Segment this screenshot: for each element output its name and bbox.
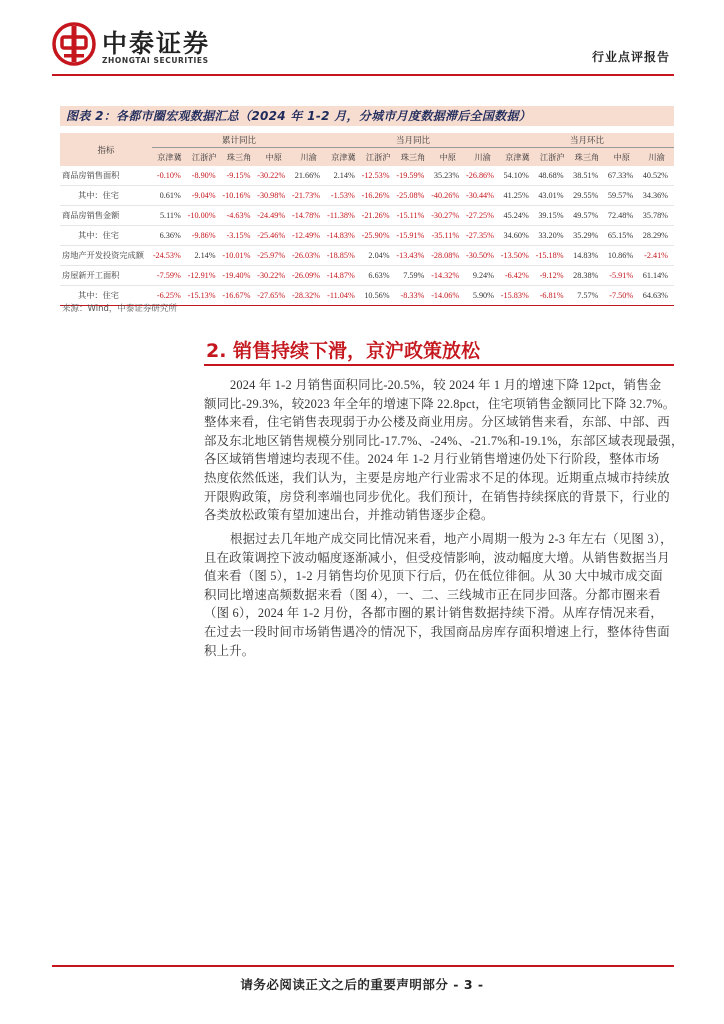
document-type-label: 行业点评报告 (591, 50, 670, 64)
region-header: 江浙沪 (187, 148, 222, 167)
table-cell: -9.12% (539, 271, 564, 280)
table-cell: -10.16% (222, 191, 251, 200)
table-cell: -6.81% (539, 291, 564, 300)
table-cell: -27.35% (466, 231, 494, 240)
table-body (60, 166, 674, 306)
row-label: 其中：住宅 (78, 231, 119, 240)
region-header: 中原 (604, 148, 639, 167)
table-cell: -30.50% (466, 251, 494, 260)
group-header: 当月同比 (326, 133, 500, 148)
table-row (60, 266, 674, 286)
region-header: 中原 (256, 148, 291, 167)
table-cell: -18.85% (326, 251, 355, 260)
footer-divider (52, 965, 674, 967)
table-cell: -30.22% (257, 171, 286, 180)
table-cell: -9.86% (191, 231, 216, 240)
page-header (0, 0, 724, 80)
table-cell: -8.33% (400, 291, 425, 300)
table-cell: -7.50% (609, 291, 634, 300)
table-cell: 34.60% (503, 231, 529, 240)
region-header: 京津冀 (152, 148, 187, 167)
table-cell: 39.15% (538, 211, 564, 220)
table-cell: 33.20% (538, 231, 564, 240)
row-label: 房屋新开工面积 (62, 271, 120, 280)
table-cell: -11.38% (327, 211, 355, 220)
table-cell: -25.08% (396, 191, 425, 200)
table-cell: -12.91% (187, 271, 216, 280)
paragraph-line: 积上升。 (204, 643, 255, 658)
table-row (60, 206, 674, 226)
table-cell: -26.03% (292, 251, 320, 260)
table-cell: 61.14% (642, 271, 668, 280)
table-cell: 34.36% (642, 191, 668, 200)
table-cell: 65.15% (607, 231, 634, 240)
table-cell: 59.57% (607, 191, 634, 200)
table-cell: 28.38% (573, 271, 599, 280)
paragraph-line: 额同比-29.3%，较2023 年全年的增速下降 22.8pct，住宅项销售金额同比下降 32.7%。 (204, 396, 676, 411)
paragraph-line: 在过去一段时间市场销售遇冷的情况下，我国商品房库存面积增速上行，整体待售面 (204, 624, 670, 639)
table-cell: 41.25% (503, 191, 529, 200)
table-cell: 9.24% (472, 271, 494, 280)
zhongtai-logo-icon (52, 22, 96, 66)
table-cell: 7.57% (577, 291, 599, 300)
table-cell: -9.15% (226, 171, 251, 180)
table-cell: 35.23% (433, 171, 460, 180)
table-cell: -14.83% (326, 231, 355, 240)
section-divider (204, 364, 674, 366)
table-cell: -12.53% (361, 171, 390, 180)
region-header: 川渝 (465, 148, 500, 167)
region-header: 京津冀 (326, 148, 361, 167)
logo-cn-text: 中泰证券 (102, 29, 211, 58)
table-cell: -2.41% (644, 251, 668, 260)
table-row (60, 166, 674, 186)
table-cell: 2.04% (368, 251, 390, 260)
region-header: 江浙沪 (361, 148, 396, 167)
table-cell: -27.65% (257, 291, 286, 300)
table-cell: -25.90% (361, 231, 390, 240)
table-cell: -14.32% (431, 271, 460, 280)
paragraph-line: 且在政策调控下波动幅度逐渐减小，但受疫情影响，波动幅度大增。从销售数据当月 (204, 550, 670, 565)
section-heading: 2. 销售持续下滑，京沪政策放松 (206, 340, 481, 362)
table-cell: -15.83% (500, 291, 529, 300)
indicator-header: 指标 (60, 133, 152, 166)
region-header: 京津冀 (500, 148, 535, 167)
table-cell: -12.49% (292, 231, 320, 240)
table-cell: 2.14% (333, 171, 355, 180)
table-cell: 35.78% (642, 211, 668, 220)
page-footer: 请务必阅读正文之后的重要声明部分 - 3 - (240, 977, 484, 992)
table-cell: -21.26% (361, 211, 390, 220)
table-cell: -25.97% (257, 251, 286, 260)
table-cell: 5.11% (159, 211, 181, 220)
row-label: 其中：住宅 (78, 291, 119, 300)
table-cell: -27.25% (466, 211, 494, 220)
paragraph-line: （图 6），2024 年 1-2 月份，各都市圈的累计销售数据持续下滑。从库存情况来看， (204, 606, 663, 621)
region-header: 珠三角 (222, 148, 257, 167)
table-cell: -19.59% (396, 171, 425, 180)
group-header: 当月环比 (500, 133, 674, 148)
row-label: 商品房销售金额 (62, 211, 120, 220)
table-cell: -10.01% (222, 251, 251, 260)
table-cell: -35.11% (431, 231, 460, 240)
table-cell: -3.15% (226, 231, 251, 240)
table-cell: 6.36% (159, 231, 181, 240)
row-label: 其中：住宅 (78, 191, 119, 200)
region-header: 珠三角 (396, 148, 431, 167)
table-cell: 48.68% (538, 171, 564, 180)
table-group-header-row (60, 133, 674, 148)
table-cell: 38.51% (573, 171, 599, 180)
table-row (60, 246, 674, 266)
table-cell: -26.09% (292, 271, 320, 280)
table-cell: -30.22% (257, 271, 286, 280)
table-cell: -15.11% (396, 211, 425, 220)
table-cell: -30.44% (466, 191, 494, 200)
table-cell: -28.32% (292, 291, 320, 300)
table-cell: -24.49% (257, 211, 286, 220)
table-cell: -5.91% (609, 271, 634, 280)
table-source-note: 来源：Wind，中泰证券研究所 (62, 304, 177, 314)
table-cell: 2.14% (194, 251, 216, 260)
table-cell: -1.53% (330, 191, 355, 200)
table-cell: -11.04% (327, 291, 355, 300)
table-cell: -15.18% (535, 251, 564, 260)
paragraph-line: 2024 年 1-2 月销售面积同比-20.5%，较 2024 年 1 月的增速下降 12pct，销售金 (230, 378, 662, 392)
table-row (60, 186, 674, 206)
logo-en-text: ZHONGTAI SECURITIES (102, 56, 209, 65)
table-cell: -26.86% (466, 171, 494, 180)
table-row (60, 226, 674, 246)
table-cell: 14.83% (573, 251, 599, 260)
table-cell: -16.67% (222, 291, 251, 300)
row-label: 房地产开发投资完成额 (62, 251, 144, 260)
region-header: 珠三角 (570, 148, 605, 167)
table-cell: 64.63% (642, 291, 668, 300)
table-cell: 28.29% (642, 231, 668, 240)
paragraph-cycle-analysis (204, 530, 674, 660)
paragraph-line: 积同比增速高频数据来看（图 4），一、二、三线城市正在同步回落。分都市圈来看 (204, 587, 661, 602)
table-cell: 35.29% (573, 231, 599, 240)
table-cell: 10.56% (364, 291, 390, 300)
table-cell: 29.55% (573, 191, 599, 200)
table-cell: 21.66% (294, 171, 320, 180)
table-cell: -9.04% (191, 191, 216, 200)
table-cell: -21.73% (292, 191, 320, 200)
row-label: 商品房销售面积 (62, 171, 120, 180)
table-cell: -7.59% (156, 271, 181, 280)
paragraph-line: 根据过去几年地产成交同比情况来看，地产小周期一般为 2-3 年左右（见图 3）， (230, 532, 673, 546)
paragraph-line: 各区域销售增速均表现不佳。2024 年 1-2 月行业销售增速仍处下行阶段，整体市场 (204, 452, 660, 467)
table-cell: -13.50% (500, 251, 529, 260)
table-cell: -0.10% (156, 171, 181, 180)
table-cell: 7.59% (403, 271, 425, 280)
paragraph-line: 热度依然低迷，我们认为，主要是房地产行业需求不足的体现。近期重点城市持续放 (204, 470, 670, 485)
table-cell: -14.06% (431, 291, 460, 300)
metro-macro-data-table (60, 133, 674, 306)
table-cell: 40.52% (642, 171, 668, 180)
table-cell: -24.53% (152, 251, 181, 260)
table-cell: 10.86% (607, 251, 634, 260)
table-title: 图表 2：各都市圈宏观数据汇总（2024 年 1-2 月，分城市月度数据滞后全国数据） (60, 106, 674, 126)
paragraph-sales-trend (204, 376, 684, 525)
table-region-header-row (60, 148, 674, 167)
region-header: 川渝 (639, 148, 674, 167)
table-cell: -19.40% (222, 271, 251, 280)
table-cell: -15.13% (187, 291, 216, 300)
table-cell: 72.48% (607, 211, 634, 220)
table-cell: -6.42% (504, 271, 529, 280)
table-cell: -28.08% (431, 251, 460, 260)
company-logo (52, 22, 230, 74)
table-cell: -13.43% (396, 251, 425, 260)
paragraph-line: 各类放松政策有望加速出台，并推动销售逐步企稳。 (204, 508, 494, 523)
table-cell: -6.25% (156, 291, 181, 300)
table-cell: 6.63% (368, 271, 390, 280)
table-cell: 45.24% (503, 211, 529, 220)
table-cell: -15.91% (396, 231, 425, 240)
table-cell: -30.98% (257, 191, 286, 200)
group-header: 累计同比 (152, 133, 326, 148)
table-cell: -10.00% (187, 211, 216, 220)
table-cell: 0.61% (159, 191, 181, 200)
table-cell: -14.87% (326, 271, 355, 280)
paragraph-line: 开限购政策，房贷利率端也同步优化。我们预计，在销售持续探底的背景下，行业的 (204, 489, 670, 504)
paragraph-line: 值来看（图 5），1-2 月销售均价见顶下行后，仍在低位徘徊。从 30 大中城市成交面 (204, 569, 663, 584)
region-header: 江浙沪 (535, 148, 570, 167)
table-cell: -4.63% (226, 211, 251, 220)
region-header: 中原 (430, 148, 465, 167)
paragraph-line: 整体来看，住宅销售表现弱于办公楼及商业用房。分区域销售来看，东部、中部、西 (204, 415, 670, 430)
table-cell: 49.57% (573, 211, 599, 220)
table-cell: 43.01% (538, 191, 564, 200)
table-cell: 67.33% (607, 171, 634, 180)
table-cell: -30.27% (431, 211, 460, 220)
table-cell: -25.46% (257, 231, 286, 240)
table-cell: -40.26% (431, 191, 460, 200)
region-header: 川渝 (291, 148, 326, 167)
table-cell: -14.78% (292, 211, 320, 220)
table-cell: -16.26% (361, 191, 390, 200)
paragraph-line: 部及东北地区销售规模分别同比-17.7%、-24%、-21.7%和-19.1%，东部区域表现最强， (204, 433, 684, 448)
table-cell: -8.90% (191, 171, 216, 180)
table-cell: 5.90% (472, 291, 494, 300)
table-cell: 54.10% (503, 171, 529, 180)
header-divider (52, 74, 674, 76)
